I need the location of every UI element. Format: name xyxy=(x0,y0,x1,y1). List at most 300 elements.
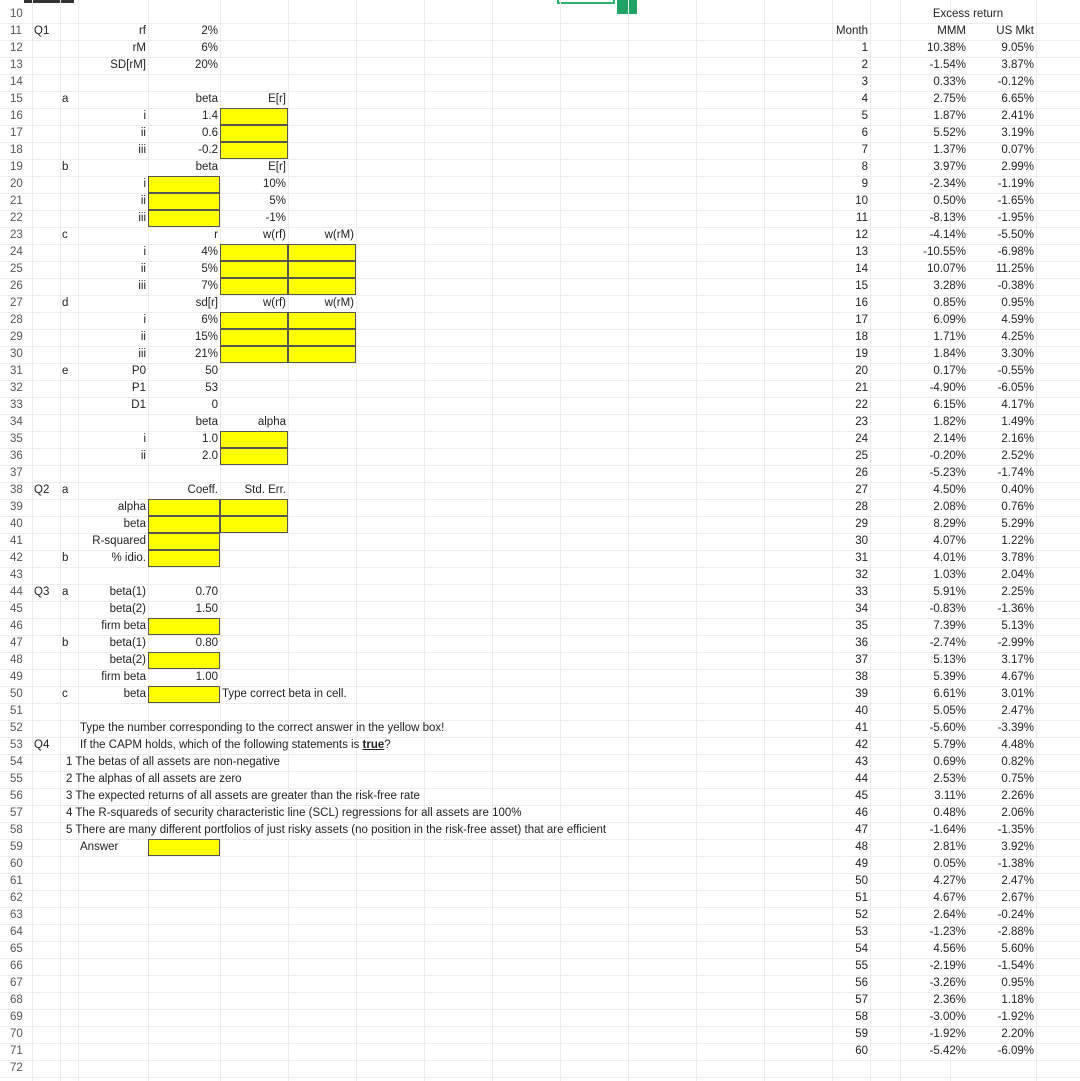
answer-input-cell[interactable] xyxy=(220,499,288,516)
row-number[interactable]: 28 xyxy=(10,314,23,326)
return-cell: 4.17% xyxy=(1001,399,1034,411)
return-cell: 2.20% xyxy=(1001,1028,1034,1040)
return-cell: 2.36% xyxy=(933,994,966,1006)
return-cell: 0.69% xyxy=(933,756,966,768)
month-cell: 47 xyxy=(855,824,868,836)
return-cell: -3.39% xyxy=(997,722,1034,734)
cell-text: alpha xyxy=(117,501,146,513)
return-cell: 1.84% xyxy=(933,348,966,360)
month-cell: 22 xyxy=(855,399,868,411)
cell-text: iii xyxy=(138,144,146,156)
cell-text: E[r] xyxy=(268,161,286,173)
return-cell: 0.85% xyxy=(933,297,966,309)
return-cell: 3.97% xyxy=(933,161,966,173)
month-cell: 31 xyxy=(855,552,868,564)
row-number[interactable]: 42 xyxy=(10,552,23,564)
cell-text: Type correct beta in cell. xyxy=(222,688,347,700)
row-number[interactable]: 45 xyxy=(10,603,23,615)
month-cell: 18 xyxy=(855,331,868,343)
row-number[interactable]: 12 xyxy=(10,42,23,54)
return-cell: 11.25% xyxy=(995,263,1034,275)
q4-question-emphasis: true xyxy=(362,739,385,751)
return-cell: 3.78% xyxy=(1001,552,1034,564)
return-cell: 0.76% xyxy=(1001,501,1034,513)
row-number[interactable]: 55 xyxy=(10,773,23,785)
return-cell: 3.30% xyxy=(1001,348,1034,360)
grid-column-line xyxy=(870,0,871,1081)
row-number[interactable]: 56 xyxy=(10,790,23,802)
answer-input-cell[interactable] xyxy=(148,210,220,227)
month-cell: 2 xyxy=(861,59,868,71)
month-cell: 29 xyxy=(855,518,868,530)
cell-text: 1 The betas of all assets are non-negative xyxy=(66,756,280,768)
month-cell: 5 xyxy=(861,110,868,122)
grid-column-line xyxy=(1036,0,1037,1081)
return-cell: 10.38% xyxy=(926,42,966,54)
return-cell: -5.42% xyxy=(929,1045,966,1057)
row-number[interactable]: 69 xyxy=(10,1011,23,1023)
q4-question-prefix: If the CAPM holds, which of the following statements is xyxy=(80,739,363,751)
return-cell: -6.09% xyxy=(997,1045,1034,1057)
row-number[interactable]: 20 xyxy=(10,178,23,190)
excess-return-header: MMM xyxy=(937,25,966,37)
answer-input-cell[interactable] xyxy=(148,550,220,567)
cell-text: -1% xyxy=(265,212,286,224)
cell-text: Type the number corresponding to the correct answer in the yellow box! xyxy=(80,722,445,734)
cell-text: beta xyxy=(195,161,218,173)
return-cell: 5.13% xyxy=(1001,620,1034,632)
return-cell: 1.18% xyxy=(1001,994,1034,1006)
return-cell: 1.03% xyxy=(933,569,966,581)
cell-text: 0.70 xyxy=(195,586,218,598)
row-number[interactable]: 24 xyxy=(10,246,23,258)
cell-text: 1.0 xyxy=(202,433,218,445)
month-cell: 15 xyxy=(855,280,868,292)
row-number[interactable]: 13 xyxy=(10,59,23,71)
answer-input-cell[interactable] xyxy=(220,329,288,346)
cell-text: a xyxy=(62,586,69,598)
return-cell: 2.99% xyxy=(1001,161,1034,173)
row-number[interactable]: 54 xyxy=(10,756,23,768)
return-cell: 2.06% xyxy=(1001,807,1034,819)
cell-text: 1.00 xyxy=(195,671,218,683)
answer-input-cell[interactable] xyxy=(148,652,220,669)
selected-cell-outline xyxy=(557,0,615,4)
return-cell: -0.12% xyxy=(997,76,1034,88)
month-cell: 46 xyxy=(855,807,868,819)
month-cell: 52 xyxy=(855,909,868,921)
cell-text: rf xyxy=(138,25,146,37)
return-cell: 1.71% xyxy=(933,331,966,343)
cell-text: 1.50 xyxy=(195,603,218,615)
cell-text: w(rM) xyxy=(324,297,354,309)
row-number[interactable]: 10 xyxy=(10,8,23,20)
return-cell: 5.29% xyxy=(1001,518,1034,530)
answer-input-cell[interactable] xyxy=(220,261,288,278)
row-number[interactable]: 49 xyxy=(10,671,23,683)
month-cell: 28 xyxy=(855,501,868,513)
answer-input-cell[interactable] xyxy=(288,346,356,363)
month-cell: 27 xyxy=(855,484,868,496)
return-cell: 2.52% xyxy=(1001,450,1034,462)
return-cell: 0.95% xyxy=(1001,977,1034,989)
answer-input-cell[interactable] xyxy=(220,125,288,142)
grid-column-line xyxy=(764,0,765,1081)
answer-input-cell[interactable] xyxy=(288,329,356,346)
answer-input-cell[interactable] xyxy=(220,346,288,363)
month-cell: 58 xyxy=(855,1011,868,1023)
answer-input-cell[interactable] xyxy=(220,142,288,159)
cell-text: 7% xyxy=(201,280,218,292)
row-number[interactable]: 19 xyxy=(10,161,23,173)
cell-text: a xyxy=(62,484,69,496)
cell-text: w(rf) xyxy=(263,229,286,241)
return-cell: 5.79% xyxy=(933,739,966,751)
grid-column-line xyxy=(32,0,33,1081)
row-number[interactable]: 62 xyxy=(10,892,23,904)
cell-text: iii xyxy=(138,212,146,224)
cell-text: iii xyxy=(138,348,146,360)
return-cell: -0.83% xyxy=(929,603,966,615)
row-number[interactable]: 44 xyxy=(10,586,23,598)
return-cell: -3.26% xyxy=(929,977,966,989)
row-number[interactable]: 58 xyxy=(10,824,23,836)
return-cell: 0.75% xyxy=(1001,773,1034,785)
answer-input-cell[interactable] xyxy=(220,516,288,533)
month-cell: 41 xyxy=(855,722,868,734)
return-cell: -1.92% xyxy=(929,1028,966,1040)
return-cell: 7.39% xyxy=(933,620,966,632)
return-cell: 3.17% xyxy=(1001,654,1034,666)
return-cell: -1.95% xyxy=(997,212,1034,224)
row-number[interactable]: 47 xyxy=(10,637,23,649)
answer-input-cell[interactable] xyxy=(220,278,288,295)
row-number[interactable]: 63 xyxy=(10,909,23,921)
cell-text: 2 The alphas of all assets are zero xyxy=(66,773,242,785)
return-cell: 0.05% xyxy=(933,858,966,870)
row-number[interactable]: 38 xyxy=(10,484,23,496)
return-cell: -4.90% xyxy=(929,382,966,394)
answer-input-cell[interactable] xyxy=(288,261,356,278)
row-number[interactable]: 36 xyxy=(10,450,23,462)
row-number[interactable]: 31 xyxy=(10,365,23,377)
return-cell: 0.95% xyxy=(1001,297,1034,309)
row-number[interactable]: 43 xyxy=(10,569,23,581)
cell-text: sd[r] xyxy=(195,297,218,309)
row-number[interactable]: 37 xyxy=(10,467,23,479)
row-number[interactable]: 70 xyxy=(10,1028,23,1040)
answer-input-cell[interactable] xyxy=(288,312,356,329)
row-number[interactable]: 53 xyxy=(10,739,23,751)
row-number[interactable]: 48 xyxy=(10,654,23,666)
return-cell: -3.00% xyxy=(929,1011,966,1023)
cell-text: r xyxy=(214,229,218,241)
cell-text: Q2 xyxy=(34,484,50,496)
answer-input-cell[interactable] xyxy=(220,431,288,448)
row-number[interactable]: 17 xyxy=(10,127,23,139)
row-number[interactable]: 68 xyxy=(10,994,23,1006)
return-cell: -0.55% xyxy=(997,365,1034,377)
cell-text: i xyxy=(143,110,146,122)
answer-input-cell[interactable] xyxy=(220,448,288,465)
cell-text: i xyxy=(143,314,146,326)
cell-text: beta xyxy=(123,518,146,530)
row-number[interactable]: 51 xyxy=(10,705,23,717)
row-number[interactable]: 14 xyxy=(10,76,23,88)
cell-text: 10% xyxy=(262,178,286,190)
cell-text: 5% xyxy=(269,195,286,207)
return-cell: 4.48% xyxy=(1001,739,1034,751)
month-cell: 30 xyxy=(855,535,868,547)
return-cell: -5.50% xyxy=(997,229,1034,241)
return-cell: 4.25% xyxy=(1001,331,1034,343)
row-number[interactable]: 21 xyxy=(10,195,23,207)
return-cell: 2.26% xyxy=(1001,790,1034,802)
month-cell: 56 xyxy=(855,977,868,989)
row-number[interactable]: 35 xyxy=(10,433,23,445)
cell-text: Q4 xyxy=(34,739,50,751)
row-number[interactable]: 39 xyxy=(10,501,23,513)
row-number[interactable]: 67 xyxy=(10,977,23,989)
return-cell: 3.28% xyxy=(933,280,966,292)
month-cell: 34 xyxy=(855,603,868,615)
return-cell: 0.33% xyxy=(933,76,966,88)
row-number[interactable]: 65 xyxy=(10,943,23,955)
return-cell: -1.38% xyxy=(997,858,1034,870)
return-cell: 5.91% xyxy=(933,586,966,598)
return-cell: -1.54% xyxy=(997,960,1034,972)
return-cell: 5.39% xyxy=(933,671,966,683)
row-number[interactable]: 27 xyxy=(10,297,23,309)
return-cell: 2.41% xyxy=(1001,110,1034,122)
return-cell: 2.14% xyxy=(933,433,966,445)
cell-text: beta xyxy=(195,93,218,105)
grid-column-line xyxy=(356,0,357,1081)
row-number[interactable]: 71 xyxy=(10,1045,23,1057)
return-cell: 2.64% xyxy=(933,909,966,921)
cell-text: c xyxy=(62,688,68,700)
row-number[interactable]: 11 xyxy=(10,25,22,37)
return-cell: -2.99% xyxy=(997,637,1034,649)
cell-text: Answer xyxy=(80,841,119,853)
return-cell: -5.23% xyxy=(929,467,966,479)
row-number[interactable]: 15 xyxy=(10,93,23,105)
month-cell: 21 xyxy=(855,382,868,394)
month-cell: 12 xyxy=(855,229,868,241)
return-cell: -0.38% xyxy=(997,280,1034,292)
cell-text: ii xyxy=(140,331,146,343)
answer-input-cell[interactable] xyxy=(148,839,220,856)
return-cell: 1.49% xyxy=(1001,416,1034,428)
return-cell: 0.48% xyxy=(933,807,966,819)
month-cell: 57 xyxy=(855,994,868,1006)
row-number[interactable]: 57 xyxy=(10,807,23,819)
q4-question xyxy=(78,737,391,754)
cell-text: 6% xyxy=(201,42,218,54)
answer-input-cell[interactable] xyxy=(220,108,288,125)
cell-text: b xyxy=(62,637,69,649)
excess-return-title: Excess return xyxy=(932,8,1004,20)
return-cell: 2.81% xyxy=(933,841,966,853)
cell-text: d xyxy=(62,297,69,309)
month-cell: 11 xyxy=(856,212,868,224)
return-cell: 3.01% xyxy=(1001,688,1034,700)
grid-column-line xyxy=(628,0,629,1081)
month-cell: 60 xyxy=(855,1045,868,1057)
row-number[interactable]: 18 xyxy=(10,144,23,156)
row-number[interactable]: 30 xyxy=(10,348,23,360)
cell-text: beta(1) xyxy=(109,637,146,649)
answer-input-cell[interactable] xyxy=(148,516,220,533)
row-number[interactable]: 50 xyxy=(10,688,23,700)
row-number[interactable]: 60 xyxy=(10,858,23,870)
return-cell: 4.59% xyxy=(1001,314,1034,326)
cell-text: 15% xyxy=(194,331,218,343)
return-cell: 4.27% xyxy=(933,875,966,887)
row-number[interactable]: 16 xyxy=(10,110,23,122)
excess-return-header: US Mkt xyxy=(996,25,1034,37)
cell-text: firm beta xyxy=(101,671,146,683)
return-cell: -0.20% xyxy=(929,450,966,462)
answer-input-cell[interactable] xyxy=(220,312,288,329)
answer-input-cell[interactable] xyxy=(148,193,220,210)
cell-text: P1 xyxy=(131,382,146,394)
return-cell: 1.82% xyxy=(933,416,966,428)
return-cell: -1.23% xyxy=(929,926,966,938)
answer-input-cell[interactable] xyxy=(288,244,356,261)
answer-input-cell[interactable] xyxy=(288,278,356,295)
grid-row-line xyxy=(0,1060,1080,1061)
month-cell: 35 xyxy=(855,620,868,632)
row-number[interactable]: 52 xyxy=(10,722,23,734)
month-cell: 53 xyxy=(855,926,868,938)
return-cell: 5.05% xyxy=(933,705,966,717)
month-cell: 9 xyxy=(861,178,868,190)
return-cell: 4.67% xyxy=(933,892,966,904)
row-number[interactable]: 72 xyxy=(10,1062,23,1074)
return-cell: 4.01% xyxy=(933,552,966,564)
row-number[interactable]: 34 xyxy=(10,416,23,428)
cell-text: Q3 xyxy=(34,586,50,598)
answer-input-cell[interactable] xyxy=(220,244,288,261)
month-cell: 44 xyxy=(855,773,868,785)
month-cell: 54 xyxy=(855,943,868,955)
month-cell: 19 xyxy=(855,348,868,360)
return-cell: -2.88% xyxy=(997,926,1034,938)
answer-input-cell[interactable] xyxy=(148,533,220,550)
cell-text: beta xyxy=(123,688,146,700)
return-cell: 2.53% xyxy=(933,773,966,785)
return-cell: 1.22% xyxy=(1001,535,1034,547)
cell-text: 0.6 xyxy=(202,127,218,139)
month-cell: 48 xyxy=(855,841,868,853)
cell-text: SD[rM] xyxy=(110,59,146,71)
cell-text: ii xyxy=(140,195,146,207)
row-number[interactable]: 59 xyxy=(10,841,23,853)
row-number[interactable]: 23 xyxy=(10,229,23,241)
month-cell: 25 xyxy=(855,450,868,462)
cell-text: Std. Err. xyxy=(244,484,286,496)
row-number[interactable]: 61 xyxy=(10,875,23,887)
month-cell: 42 xyxy=(855,739,868,751)
cell-text: beta xyxy=(195,416,218,428)
month-cell: 39 xyxy=(855,688,868,700)
grid-column-line xyxy=(288,0,289,1081)
return-cell: -2.34% xyxy=(929,178,966,190)
return-cell: 4.50% xyxy=(933,484,966,496)
return-cell: -6.98% xyxy=(997,246,1034,258)
answer-input-cell[interactable] xyxy=(148,176,220,193)
month-cell: 16 xyxy=(855,297,868,309)
month-cell: 13 xyxy=(855,246,868,258)
cell-text: 2.0 xyxy=(202,450,218,462)
row-number[interactable]: 32 xyxy=(10,382,23,394)
grid-column-line xyxy=(492,0,493,1081)
cell-text: b xyxy=(62,552,69,564)
return-cell: 1.87% xyxy=(933,110,966,122)
return-cell: 9.05% xyxy=(1001,42,1034,54)
return-cell: -10.55% xyxy=(923,246,966,258)
row-number[interactable]: 26 xyxy=(10,280,23,292)
answer-input-cell[interactable] xyxy=(148,618,220,635)
cell-text: E[r] xyxy=(268,93,286,105)
month-cell: 3 xyxy=(861,76,868,88)
month-cell: 49 xyxy=(855,858,868,870)
month-cell: 10 xyxy=(855,195,868,207)
row-number[interactable]: 25 xyxy=(10,263,23,275)
row-number[interactable]: 66 xyxy=(10,960,23,972)
answer-input-cell[interactable] xyxy=(148,686,220,703)
cell-text: 4% xyxy=(201,246,218,258)
cell-text: Q1 xyxy=(34,25,50,37)
return-cell: -1.64% xyxy=(929,824,966,836)
cell-text: 50 xyxy=(205,365,218,377)
row-number[interactable]: 33 xyxy=(10,399,23,411)
row-number[interactable]: 40 xyxy=(10,518,23,530)
selection-handle[interactable] xyxy=(617,0,637,14)
row-number[interactable]: 29 xyxy=(10,331,23,343)
cell-text: rM xyxy=(132,42,146,54)
month-cell: 20 xyxy=(855,365,868,377)
return-cell: -2.74% xyxy=(929,637,966,649)
return-cell: -2.19% xyxy=(929,960,966,972)
cell-text: firm beta xyxy=(101,620,146,632)
cell-text: e xyxy=(62,365,69,377)
cell-text: 21% xyxy=(194,348,218,360)
return-cell: 2.47% xyxy=(1001,875,1034,887)
month-cell: 55 xyxy=(855,960,868,972)
row-number[interactable]: 22 xyxy=(10,212,23,224)
row-number[interactable]: 64 xyxy=(10,926,23,938)
month-cell: 37 xyxy=(855,654,868,666)
return-cell: 3.87% xyxy=(1001,59,1034,71)
excess-return-header: Month xyxy=(836,25,868,37)
grid-row-line xyxy=(0,1077,1080,1078)
return-cell: 6.61% xyxy=(933,688,966,700)
return-cell: 0.50% xyxy=(933,195,966,207)
row-number[interactable]: 41 xyxy=(10,535,23,547)
cell-text: 5 There are many different portfolios of just risky assets (no position in the risk-free asset) that are efficient xyxy=(66,824,607,836)
month-cell: 43 xyxy=(855,756,868,768)
row-number[interactable]: 46 xyxy=(10,620,23,632)
return-cell: 3.11% xyxy=(934,790,966,802)
cell-text: i xyxy=(143,178,146,190)
month-cell: 8 xyxy=(861,161,868,173)
month-cell: 26 xyxy=(855,467,868,479)
cell-text: 20% xyxy=(194,59,218,71)
cell-text: 1.4 xyxy=(202,110,218,122)
answer-input-cell[interactable] xyxy=(148,499,220,516)
